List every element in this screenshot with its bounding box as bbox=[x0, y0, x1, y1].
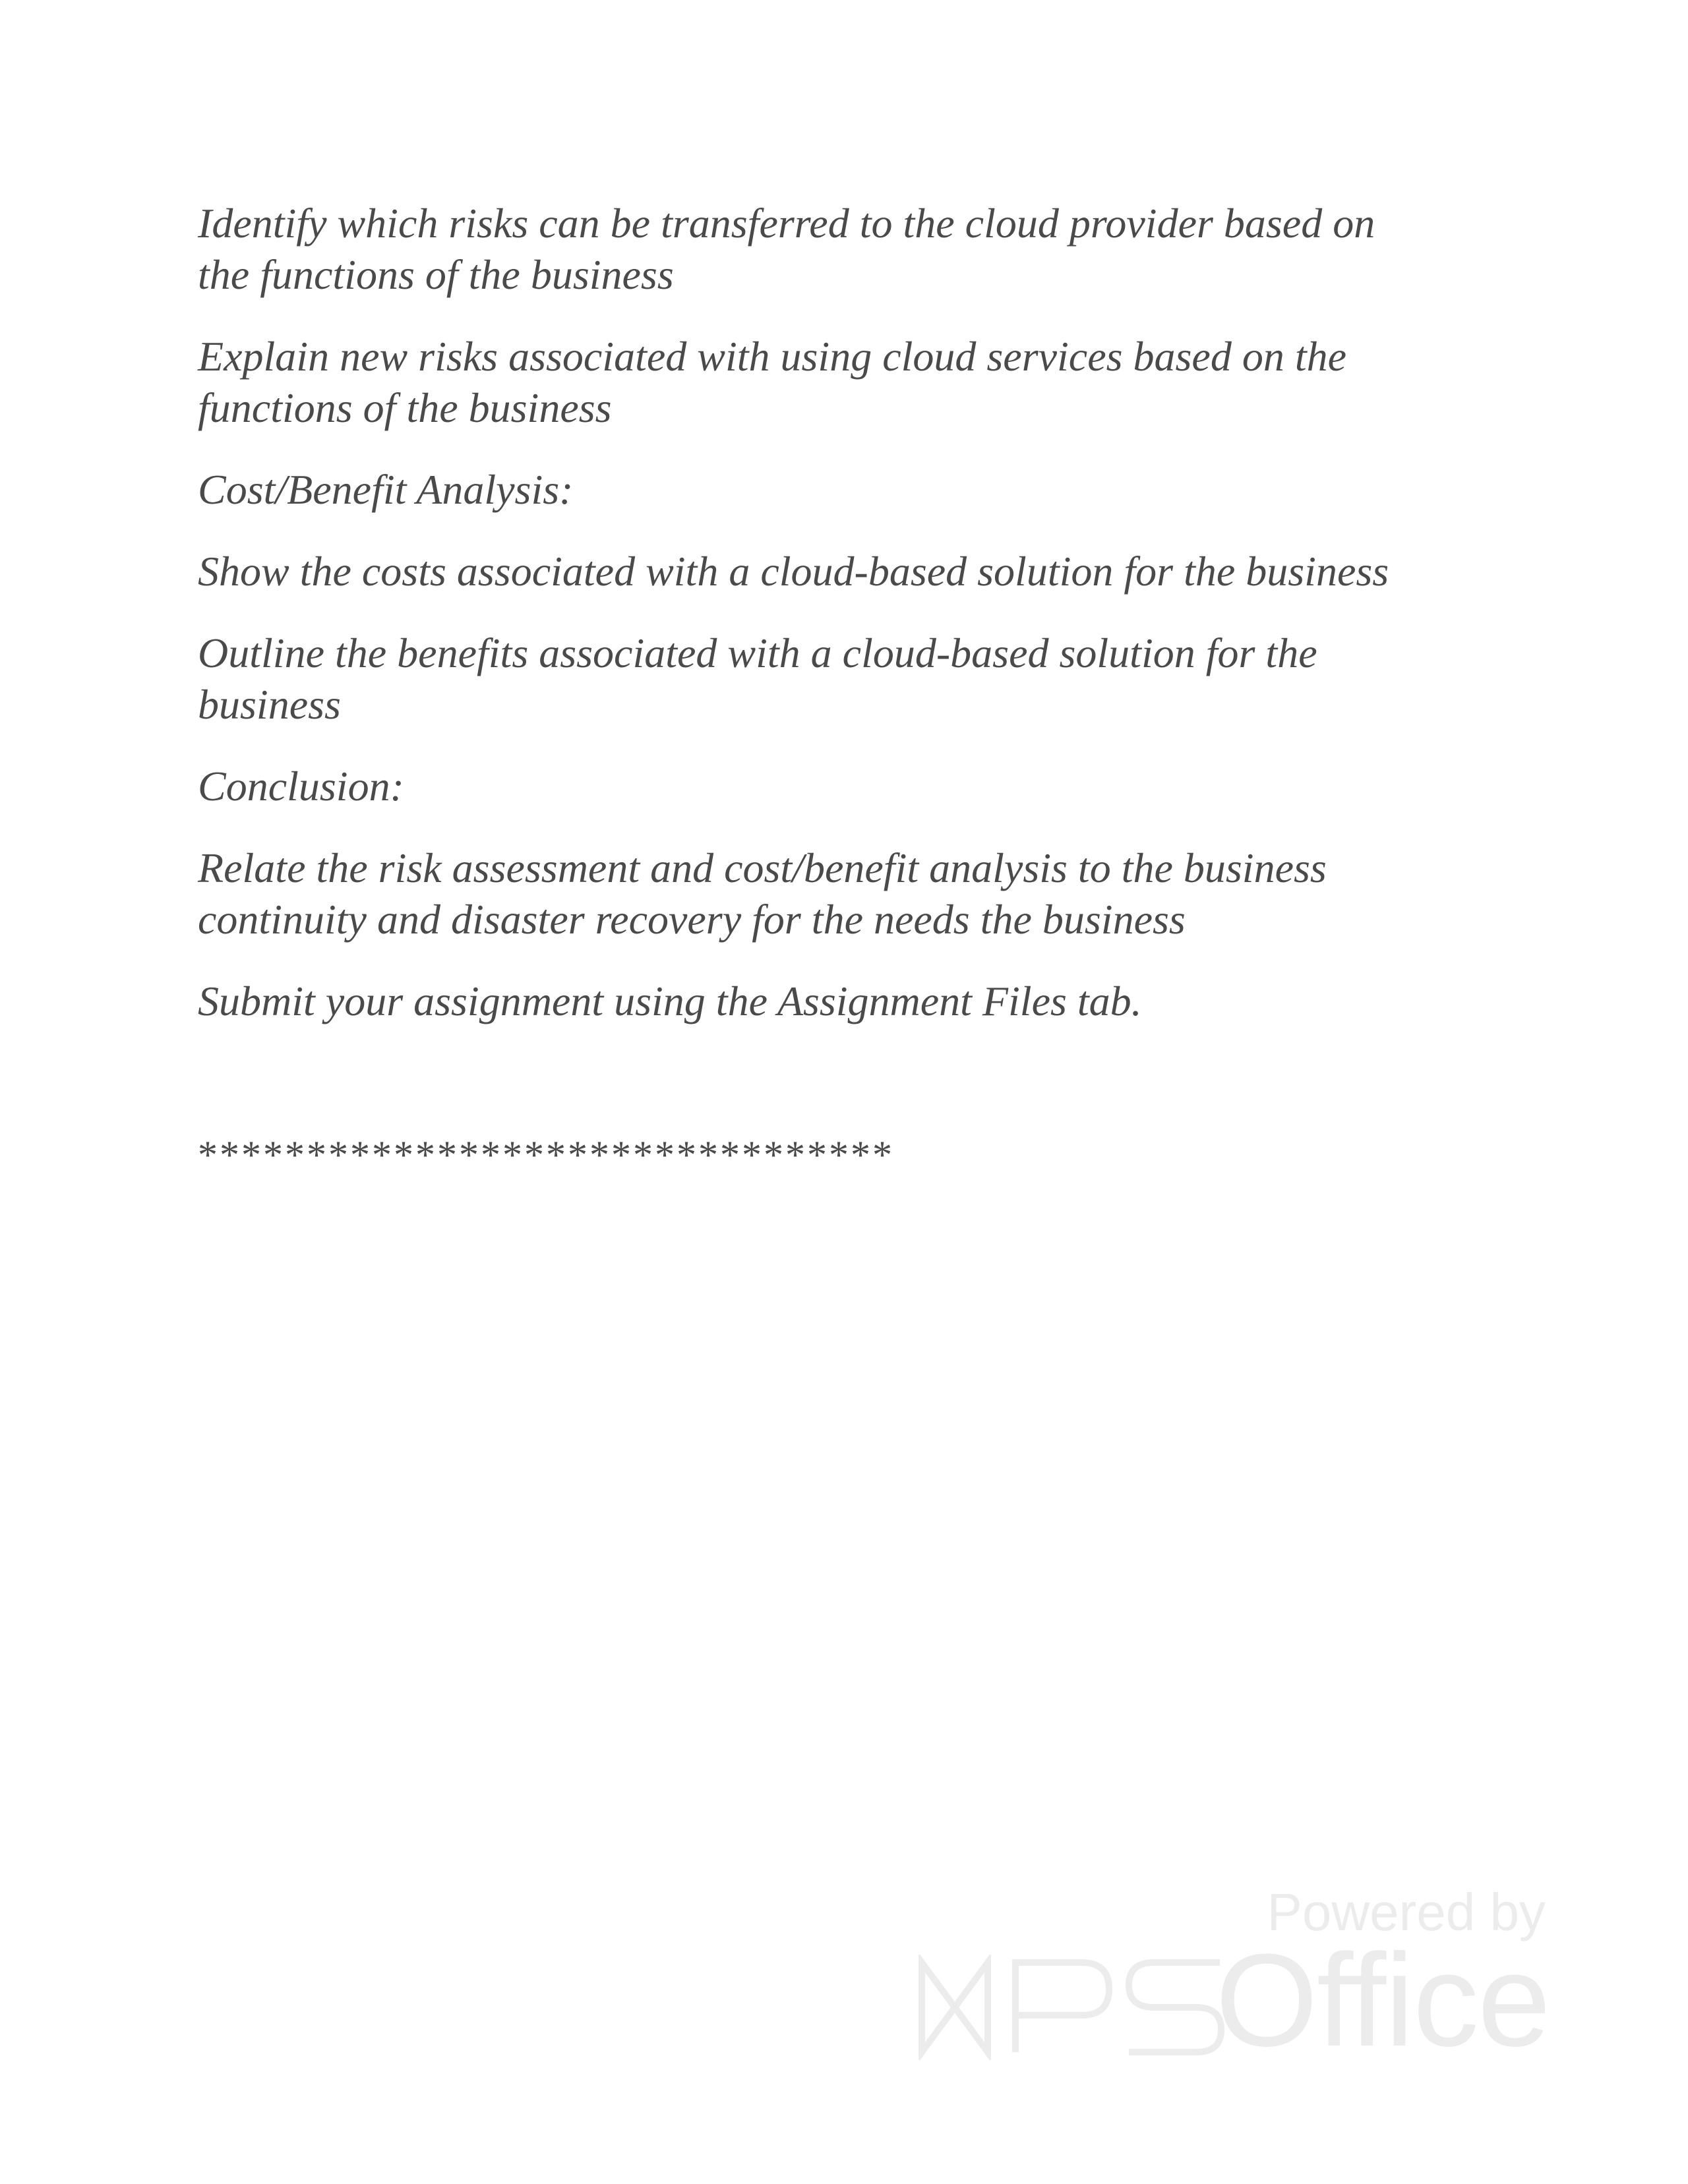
heading-conclusion: Conclusion: bbox=[198, 763, 404, 810]
paragraph-outline-benefits: Outline the benefits associated with a cloud-based solution for the business bbox=[198, 630, 1317, 728]
wps-logo-icon bbox=[917, 1955, 1226, 2060]
watermark-office-text: Office bbox=[1215, 1927, 1550, 2074]
paragraph-relate-assessment: Relate the risk assessment and cost/benefit analysis to the business continuity and disaster recovery for the needs the business bbox=[198, 844, 1327, 943]
document-body bbox=[198, 198, 1490, 1057]
heading-cost-benefit: Cost/Benefit Analysis: bbox=[198, 466, 574, 513]
separator-asterisks: ******************************** bbox=[198, 1133, 894, 1177]
watermark-powered-by: Powered by bbox=[1267, 1883, 1546, 1941]
paragraph-show-costs: Show the costs associated with a cloud-based solution for the business bbox=[198, 548, 1389, 595]
paragraph-explain-new-risks: Explain new risks associated with using cloud services based on the functions of the business bbox=[198, 333, 1346, 431]
paragraph-identify-risks: Identify which risks can be transferred to the cloud provider based on the functions of the business bbox=[198, 200, 1375, 298]
paragraph-submit-assignment: Submit your assignment using the Assignment Files tab. bbox=[198, 978, 1142, 1024]
wps-office-watermark bbox=[917, 1882, 1550, 2074]
